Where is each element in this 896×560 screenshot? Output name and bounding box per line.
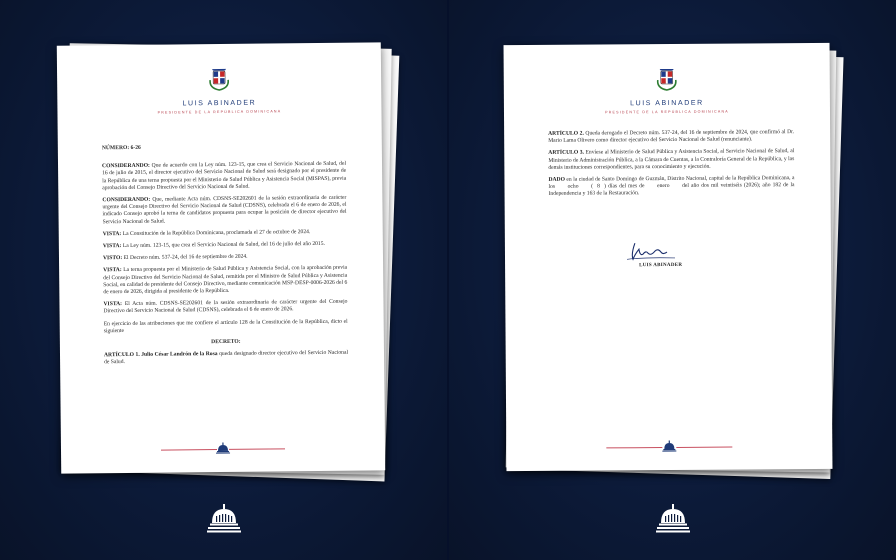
president-title: PRESIDENTE DE LA REPÚBLICA DOMINICANA (157, 109, 282, 115)
signature-block (625, 240, 689, 268)
signature-name: LUIS ABINADER (639, 262, 683, 269)
letterhead (504, 65, 830, 115)
paragraph: VISTA: La Constitución de la República Dominicana, proclamada el 27 de octubre de 2024. (102, 228, 311, 238)
paragraph: VISTO: El Decreto núm. 537-24, del 16 de septiembre de 2024. (102, 253, 248, 262)
decreto-heading: DECRETO: (211, 338, 241, 346)
coat-of-arms-icon (654, 66, 680, 92)
page-footer (506, 439, 832, 455)
president-name: LUIS ABINADER (630, 99, 704, 108)
paragraph: En ejercicio de las atribuciones que me confiere el artículo 128 de la Constitución de la República, dicto el siguiente (103, 318, 348, 335)
article-2: ARTÍCULO 2. Queda derogado el Decreto núm. 537-24, del 16 de septiembre de 2024, que confirmó al Dr. Mario Lama Olivero como director ejecutivo del Servicio Nacional de Salud (renunciante). (548, 129, 795, 145)
paragraph: CONSIDERANDO: Que, mediante Acta núm. CDSNS-SE202601 de la sesión extraordinaria de carácter urgente del Consejo Directivo del Servicio Nacional de Salud (CDSNS), celebrada el 6 de enero de 2026, el indicado Consejo aprobó la terna de candidatos propuesta para ocupar la posición de director ejecutivo del Servicio Nacional de Salud. (102, 194, 347, 225)
page2-body (548, 129, 795, 203)
left-panel (0, 0, 447, 560)
page-footer (61, 440, 385, 457)
palace-emblem-icon (656, 504, 690, 534)
article-1: ARTÍCULO 1. Julio César Landrón de la Rosa queda designado director ejecutivo del Servicio Nacional de Salud. (103, 349, 349, 366)
paragraph: VISTA: La Ley núm. 123-15, que crea el Servicio Nacional de Salud, del 16 de julio del año 2015. (102, 240, 325, 250)
page1-body (102, 143, 348, 372)
decree-number: NÚMERO: 6-26 (101, 144, 141, 152)
president-title: PRESIDENTE DE LA REPÚBLICA DOMINICANA (605, 109, 729, 115)
paragraph: VISTA: La terna propuesta por el Ministerio de Salud Pública y Asistencia Social, con la aprobación previa del Consejo Directivo del Servicio Nacional de Salud, remitida por el Ministro de Salud Pública y Asistencia Social, en calidad de presidente del Consejo Directivo, mediante comunicación MSP-DESP-0006-2026 del 6 de enero de 2026, dirigida al presidente de la República. (103, 265, 348, 296)
palace-dome-icon (661, 440, 677, 452)
decree-page-1 (57, 42, 385, 473)
palace-emblem-icon (207, 504, 241, 534)
signature-icon (625, 240, 689, 262)
paragraph: VISTA: El Acta núm. CDSNS-SE202601 de la sesión extraordinaria de carácter urgente del Consejo Directivo del Servicio Nacional de Salud (CDSNS), celebrada el 6 de enero de 2026. (103, 298, 348, 315)
letterhead (57, 64, 381, 115)
paragraph: CONSIDERANDO: Que de acuerdo con la Ley núm. 123-15, que crea el Servicio Nacional de Salud, del 16 de julio de 2015, el director ejecutivo del Servicio Nacional de Salud será designado por el presidente de la República de una terna propuesta por el Ministerio de Salud Pública y Asistencia Social (MISPAS), previa aprobación del Consejo Directivo del Servicio Nacional de Salud. (102, 160, 347, 192)
coat-of-arms-icon (206, 66, 232, 92)
right-panel (449, 0, 896, 560)
president-name: LUIS ABINADER (182, 99, 257, 108)
dado-paragraph: DADO en la ciudad de Santo Domingo de Guzmán, Distrito Nacional, capital de la República Dominicana, a los ocho ( 8 ) días del mes de enero del año dos mil veintiséis (2026); año 182 de la Independencia y 163 de la Restauración. (548, 175, 796, 198)
article-3: ARTÍCULO 3. Envíese al Ministerio de Salud Pública y Asistencia Social, al Servicio Nacional de Salud, al Ministerio de Administración Pública, a la Cámara de Cuentas, a la Contraloría General de la República, y las demás instituciones correspondientes, para su conocimiento y ejecución. (548, 148, 795, 171)
decree-page-2 (504, 43, 833, 471)
